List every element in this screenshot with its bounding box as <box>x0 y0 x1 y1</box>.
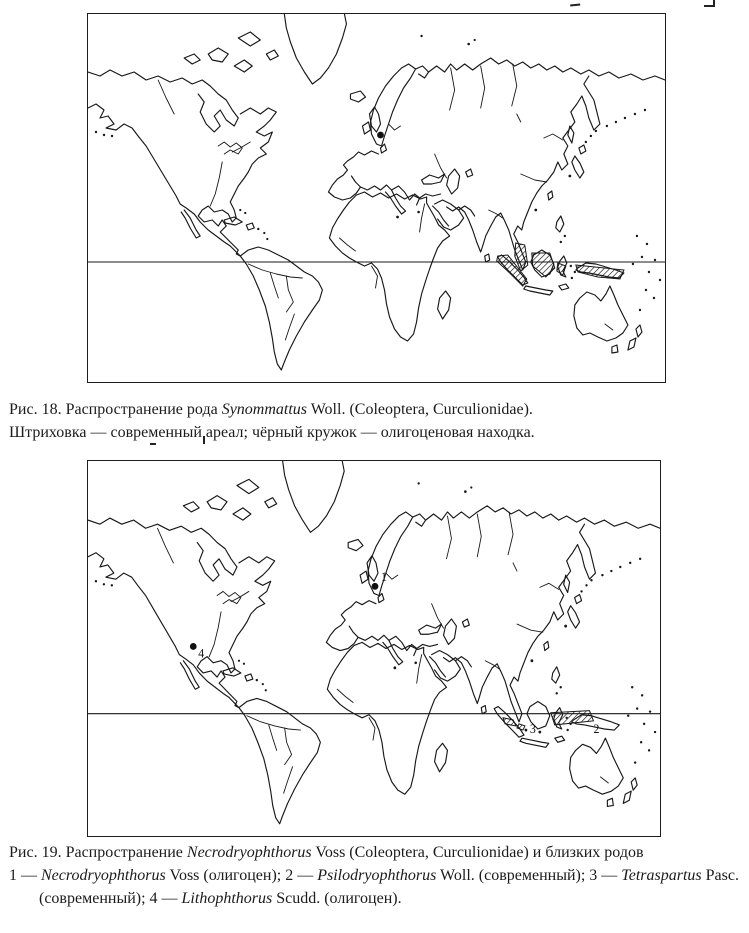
figure-18-map <box>87 13 666 383</box>
legend-item-number: 2 <box>285 867 294 884</box>
genus-name: Necrodryophthorus <box>186 844 312 861</box>
legend-separator: — <box>597 867 622 884</box>
legend-item-number: 1 <box>9 867 17 884</box>
cropped-text-fragment <box>570 0 581 7</box>
map-marker-number-1: 1 <box>380 570 387 585</box>
caption-text: Рис. 19. Распространение <box>9 844 187 861</box>
genus-name: Lithophthorus <box>181 890 273 907</box>
oligocene-find-dot-europe <box>372 583 379 590</box>
oligocene-find-dot <box>377 132 384 139</box>
modern-range-hatch <box>497 243 624 286</box>
legend-item-text: Scudd. (олигоцен). <box>272 890 402 907</box>
legend-item-number: 3 <box>589 867 598 884</box>
world-coastline <box>88 461 660 824</box>
caption-text: Voss (Coleoptera, Curculionidae) и близких родов <box>311 844 644 861</box>
genus-name: Psilodryophthorus <box>317 867 437 884</box>
genus-name: Tetraspartus <box>621 867 702 884</box>
map-marker-number-3: 3 <box>529 721 536 737</box>
genus-name: Synommattus <box>221 401 308 418</box>
caption-text: Рис. 18. Распространение рода <box>9 401 222 418</box>
map-marker-number-4: 4 <box>198 646 205 661</box>
cropped-text-fragment <box>704 0 715 7</box>
legend-item-number: 4 <box>149 890 158 907</box>
legend-separator: — <box>157 890 182 907</box>
figure-19-svg <box>88 461 660 836</box>
figure-18-caption <box>9 398 724 444</box>
map-marker-number-2: 2 <box>593 721 600 737</box>
caption-text: Woll. (Coleoptera, Curculionidae). <box>307 401 533 418</box>
legend-item-text: Voss (олигоцен); <box>165 867 286 884</box>
legend-separator: — <box>17 867 41 884</box>
figure-19-legend <box>9 864 742 910</box>
legend-item-text: Woll. (современный); <box>436 867 590 884</box>
figure-19-caption <box>9 841 742 910</box>
genus-name: Necrodryophthorus <box>41 867 166 884</box>
figure-19-map <box>87 460 661 837</box>
figure-18-svg <box>88 14 665 382</box>
legend-item-text: Pasc. (современный); <box>39 867 739 907</box>
islet-mark <box>538 731 541 734</box>
islet-mark <box>525 729 528 732</box>
world-coastline <box>88 14 665 370</box>
legend-separator: — <box>293 867 318 884</box>
oligocene-find-dot-north-america <box>190 643 197 650</box>
caption-legend-text: Штриховка — современный ареал; чёрный кружок — олигоценовая находка. <box>9 424 535 441</box>
